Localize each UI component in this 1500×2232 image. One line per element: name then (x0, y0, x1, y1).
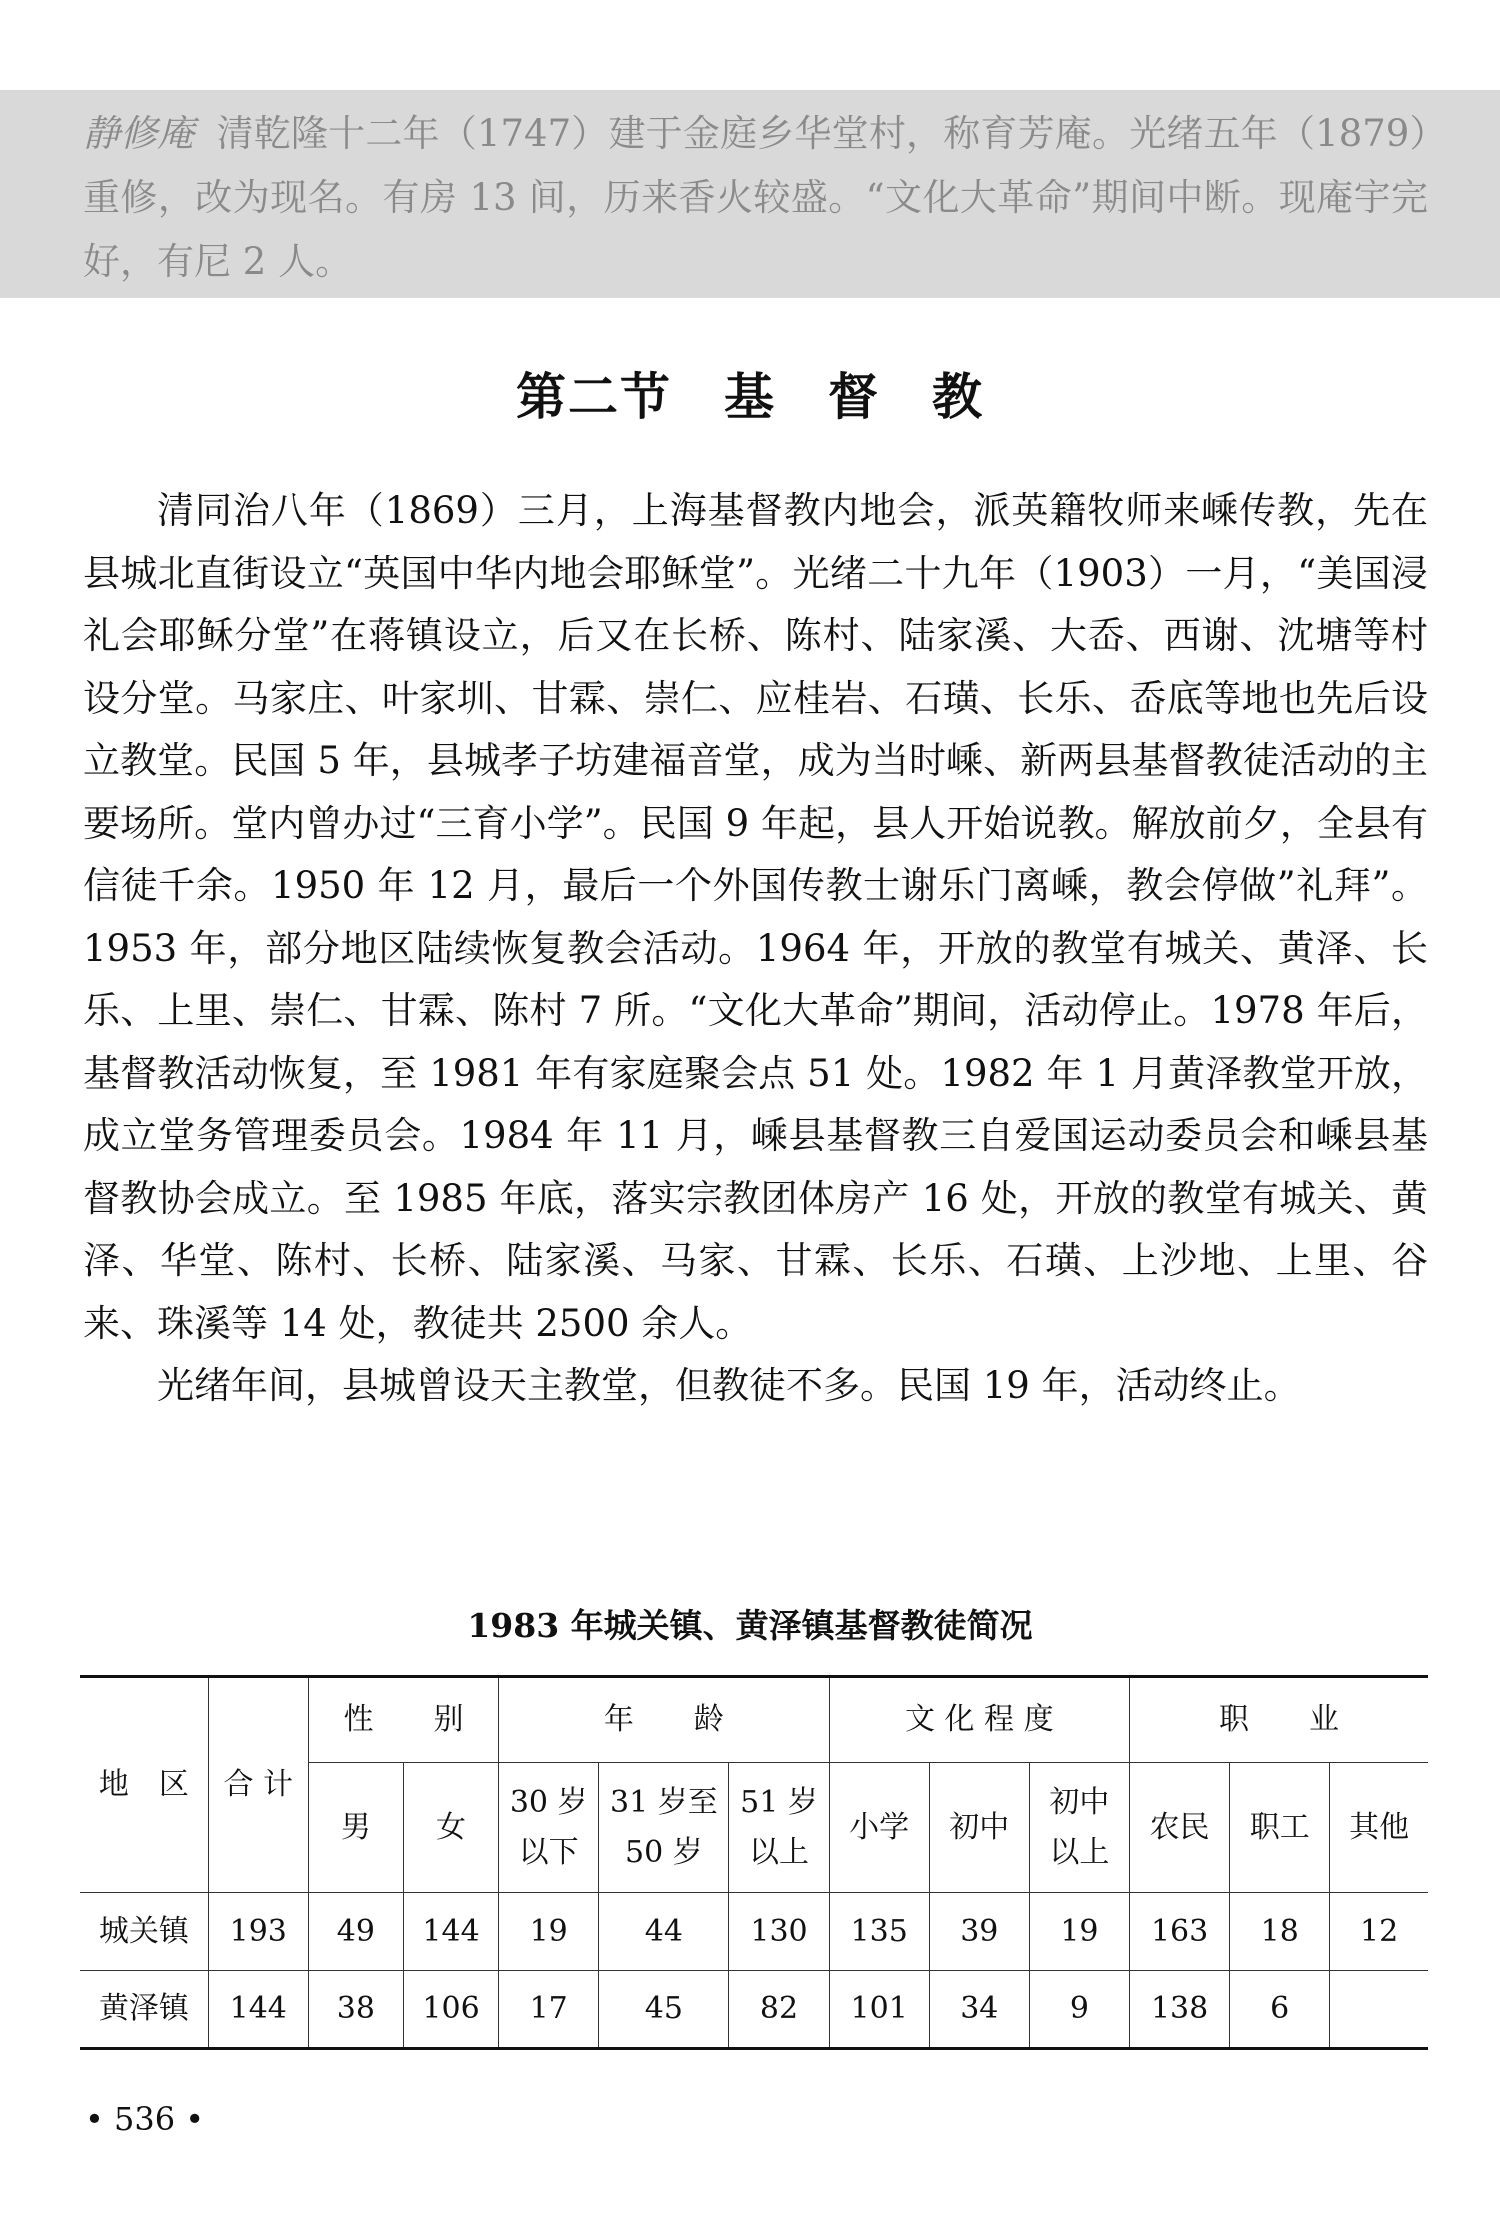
male-cell: 38 (308, 1971, 403, 2049)
worker-header: 职工 (1230, 1763, 1330, 1893)
total-cell: 144 (208, 1971, 308, 2049)
gender-header: 性 别 (308, 1677, 498, 1763)
junior-high-cell: 34 (929, 1971, 1029, 2049)
farmer-cell: 163 (1130, 1893, 1230, 1971)
age-31-50-cell: 45 (599, 1971, 729, 2049)
farmer-cell: 138 (1130, 1971, 1230, 2049)
previous-entry-banner (0, 90, 1500, 298)
junior-high-header: 初中 (929, 1763, 1029, 1893)
male-cell: 49 (308, 1893, 403, 1971)
paragraph: 光绪年间，县城曾设天主教堂，但教徒不多。民国 19 年，活动终止。 (157, 1364, 1301, 1407)
total-cell: 193 (208, 1893, 308, 1971)
other-cell (1330, 1971, 1428, 2049)
age-under-30-cell: 19 (499, 1893, 599, 1971)
entry-text: 清乾隆十二年（1747）建于金庭乡华堂村，称育芳庵。光绪五年（1879）重修，改为现名。有房 13 间，历来香火较盛。“文化大革命”期间中断。现庵宇完好，有尼 2 人。 (83, 112, 1429, 283)
age-over-51-cell: 82 (729, 1971, 829, 2049)
age-under-30-header: 30 岁 以下 (499, 1763, 599, 1893)
female-cell: 144 (403, 1893, 498, 1971)
age-under-30-cell: 17 (499, 1971, 599, 2049)
region-cell: 黄泽镇 (80, 1971, 208, 2049)
total-header: 合 计 (208, 1677, 308, 1893)
age-31-50-cell: 44 (599, 1893, 729, 1971)
age-over-51-header: 51 岁 以上 (729, 1763, 829, 1893)
table-title: 1983 年城关镇、黄泽镇基督教徒简况 (467, 1606, 1033, 1645)
page-number: • 536 • (85, 2100, 205, 2138)
male-header: 男 (308, 1763, 403, 1893)
female-cell: 106 (403, 1971, 498, 2049)
section-body (83, 480, 1428, 1418)
table-row (80, 1971, 1428, 2049)
table-row (80, 1893, 1428, 1971)
worker-cell: 18 (1230, 1893, 1330, 1971)
worker-cell: 6 (1230, 1971, 1330, 2049)
table-header-row (80, 1677, 1428, 1763)
occupation-header: 职 业 (1130, 1677, 1429, 1763)
region-header: 地 区 (80, 1677, 208, 1893)
farmer-header: 农民 (1130, 1763, 1230, 1893)
region-cell: 城关镇 (80, 1893, 208, 1971)
statistics-table (80, 1675, 1428, 2050)
other-cell: 12 (1330, 1893, 1428, 1971)
above-junior-header: 初中 以上 (1029, 1763, 1129, 1893)
paragraph: 清同治八年（1869）三月，上海基督教内地会，派英籍牧师来嵊传教，先在县城北直街设立“英国中华内地会耶稣堂”。光绪二十九年（1903）一月，“美国浸礼会耶稣分堂”在蒋镇设立，后又在长桥、陈村、陆家溪、大岙、西谢、沈塘等村设分堂。马家庄、叶家圳、甘霖、崇仁、应桂岩、石璜、长乐、岙底等地也先后设立教堂。民国 5 年，县城孝子坊建福音堂，成为当时嵊、新两县基督教徒活动的主要场所。堂内曾办过“三育小学”。民国 9 年起，县人开始说教。解放前夕，全县有信徒千余。1950 年 12 月，最后一个外国传教士谢乐门离嵊，教会停做”礼拜”。1953 年，部分地区陆续恢复教会活动。1964 年，开放的教堂有城关、黄泽、长乐、上里、崇仁、甘霖、陈村 7 所。“文化大革命”期间，活动停止。1978 年后，基督教活动恢复，至 1981 年有家庭聚会点 51 处。1982 年 1 月黄泽教堂开放，成立堂务管理委员会。1984 年 11 月，嵊县基督教三自爱国运动委员会和嵊县基督教协会成立。至 1985 年底，落实宗教团体房产 16 处，开放的教堂有城关、黄泽、华堂、陈村、长桥、陆家溪、马家、甘霖、长乐、石璜、上沙地、上里、谷来、珠溪等 14 处，教徒共 2500 余人。 (83, 489, 1428, 1345)
age-header: 年 龄 (499, 1677, 829, 1763)
education-header: 文 化 程 度 (829, 1677, 1129, 1763)
age-31-50-header: 31 岁至 50 岁 (599, 1763, 729, 1893)
entry-term: 静修庵 (83, 112, 195, 155)
primary-school-cell: 101 (829, 1971, 929, 2049)
primary-school-cell: 135 (829, 1893, 929, 1971)
primary-school-header: 小学 (829, 1763, 929, 1893)
female-header: 女 (403, 1763, 498, 1893)
above-junior-cell: 9 (1029, 1971, 1129, 2049)
above-junior-cell: 19 (1029, 1893, 1129, 1971)
other-header: 其他 (1330, 1763, 1428, 1893)
junior-high-cell: 39 (929, 1893, 1029, 1971)
age-over-51-cell: 130 (729, 1893, 829, 1971)
section-title: 第二节 基 督 教 (516, 367, 984, 426)
previous-entry (83, 102, 1428, 294)
